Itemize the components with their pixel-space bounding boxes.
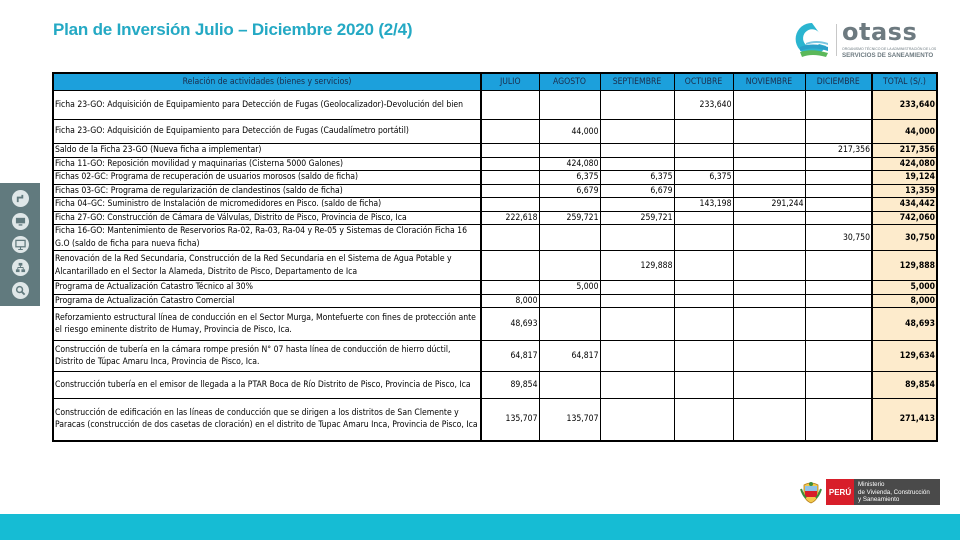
julio-cell: 8,000 [481, 294, 539, 308]
octubre-cell [674, 144, 733, 158]
table-row [53, 171, 937, 185]
julio-cell [481, 171, 539, 185]
header-septiembre: SEPTIEMBRE [600, 73, 674, 91]
agosto-cell [539, 91, 600, 120]
noviembre-cell [733, 211, 805, 225]
septiembre-cell [600, 91, 674, 120]
table-row [53, 341, 937, 372]
activity-cell: Renovación de la Red Secundaria, Construcción de la Red Secundaria en el Sistema de Agua Potable y Alcantarillado en el Sector la Alameda, Distrito de Pisco, Departamento de Ica [53, 251, 481, 281]
septiembre-cell [600, 198, 674, 212]
agosto-cell [539, 294, 600, 308]
diciembre-cell [805, 294, 872, 308]
org-chart-icon[interactable] [12, 259, 29, 276]
activity-cell: Programa de Actualización Catastro Comercial [53, 294, 481, 308]
octubre-cell: 233,640 [674, 91, 733, 120]
total-cell: 424,080 [872, 157, 937, 171]
diciembre-cell [805, 399, 872, 441]
ministry-line-3: y Saneamiento [858, 496, 900, 503]
julio-cell [481, 198, 539, 212]
agosto-cell: 135,707 [539, 399, 600, 441]
julio-cell [481, 281, 539, 295]
septiembre-cell [600, 308, 674, 341]
activity-cell: Reforzamiento estructural línea de conducción en el Sector Murga, Montefuerte con fines de protección ante el riesgo eminente distrito de Humay, Provincia de Pisco, Ica. [53, 308, 481, 341]
octubre-cell [674, 120, 733, 144]
noviembre-cell: 291,244 [733, 198, 805, 212]
octubre-cell [674, 372, 733, 399]
total-cell: 217,356 [872, 144, 937, 158]
total-cell: 8,000 [872, 294, 937, 308]
faucet-icon[interactable] [12, 190, 29, 207]
activity-cell: Ficha 27-GO: Construcción de Cámara de Válvulas, Distrito de Pisco, Provincia de Pisco, Ica [53, 211, 481, 225]
table-row [53, 184, 937, 198]
diciembre-cell: 30,750 [805, 225, 872, 251]
octubre-cell [674, 211, 733, 225]
activity-cell: Construcción de edificación en las líneas de conducción que se dirigen a los distritos de San Clemente y Paracas (construcción de dos casetas de cloración) en el distrito de Tupac Amaru Inca, Provincia de Pisco, Ica [53, 399, 481, 441]
septiembre-cell [600, 157, 674, 171]
table-row [53, 157, 937, 171]
octubre-cell [674, 341, 733, 372]
noviembre-cell [733, 171, 805, 185]
activity-cell: Fichas 02-GC: Programa de recuperación de usuarios morosos (saldo de ficha) [53, 171, 481, 185]
ministry-line-1: Ministerio [858, 481, 885, 488]
peru-badge: PERÚ [826, 479, 854, 505]
noviembre-cell [733, 372, 805, 399]
logo-divider [836, 24, 837, 56]
investment-plan-table [52, 72, 938, 442]
activity-cell: Ficha 23-GO: Adquisición de Equipamiento para Detección de Fugas (Caudalímetro portátil) [53, 120, 481, 144]
agosto-cell: 259,721 [539, 211, 600, 225]
septiembre-cell [600, 281, 674, 295]
noviembre-cell [733, 308, 805, 341]
total-cell: 89,854 [872, 372, 937, 399]
diciembre-cell [805, 184, 872, 198]
agosto-cell [539, 225, 600, 251]
octubre-cell [674, 294, 733, 308]
diciembre-cell [805, 281, 872, 295]
diciembre-cell [805, 341, 872, 372]
logo-subtitle-small: ORGANISMO TÉCNICO DE LA ADMINISTRACIÓN DE LOS [842, 47, 937, 51]
total-cell: 434,442 [872, 198, 937, 212]
noviembre-cell [733, 399, 805, 441]
agosto-cell: 424,080 [539, 157, 600, 171]
otass-wave-icon [792, 20, 832, 60]
table-row [53, 91, 937, 120]
search-icon[interactable] [12, 282, 29, 299]
logo-subtitle: SERVICIOS DE SANEAMIENTO [842, 52, 934, 59]
julio-cell [481, 91, 539, 120]
noviembre-cell [733, 294, 805, 308]
noviembre-cell [733, 91, 805, 120]
noviembre-cell [733, 120, 805, 144]
table-row [53, 308, 937, 341]
septiembre-cell [600, 399, 674, 441]
activity-cell: Ficha 16-GO: Mantenimiento de Reservorios Ra-02, Ra-03, Ra-04 y Re-05 y Sistemas de Cloración Ficha 16 G.O (saldo de ficha para nueva ficha) [53, 225, 481, 251]
agosto-cell: 64,817 [539, 341, 600, 372]
ministry-brand [800, 478, 940, 506]
noviembre-cell [733, 144, 805, 158]
table-row [53, 144, 937, 158]
julio-cell [481, 225, 539, 251]
diciembre-cell [805, 198, 872, 212]
septiembre-cell [600, 294, 674, 308]
diciembre-cell: 217,356 [805, 144, 872, 158]
julio-cell [481, 157, 539, 171]
noviembre-cell [733, 225, 805, 251]
septiembre-cell: 259,721 [600, 211, 674, 225]
table-row [53, 225, 937, 251]
agosto-cell [539, 144, 600, 158]
octubre-cell [674, 225, 733, 251]
table-row [53, 372, 937, 399]
octubre-cell [674, 184, 733, 198]
octubre-cell [674, 308, 733, 341]
septiembre-cell [600, 144, 674, 158]
table-row [53, 281, 937, 295]
agosto-cell: 6,375 [539, 171, 600, 185]
activity-cell: Construcción tubería en el emisor de llegada a la PTAR Boca de Río Distrito de Pisco, Provincia de Pisco, Ica [53, 372, 481, 399]
octubre-cell [674, 399, 733, 441]
peru-coat-of-arms-icon [800, 480, 822, 504]
noviembre-cell [733, 251, 805, 281]
total-cell: 271,413 [872, 399, 937, 441]
octubre-cell: 143,198 [674, 198, 733, 212]
otass-logo [792, 18, 942, 64]
julio-cell: 135,707 [481, 399, 539, 441]
octubre-cell [674, 251, 733, 281]
noviembre-cell [733, 341, 805, 372]
header-total: TOTAL (S/.) [872, 73, 937, 91]
diciembre-cell [805, 308, 872, 341]
total-cell: 5,000 [872, 281, 937, 295]
header-diciembre: DICIEMBRE [805, 73, 872, 91]
header-julio: JULIO [481, 73, 539, 91]
septiembre-cell [600, 120, 674, 144]
agosto-cell: 44,000 [539, 120, 600, 144]
diciembre-cell [805, 157, 872, 171]
table-header-row [53, 73, 937, 91]
total-cell: 19,124 [872, 171, 937, 185]
activity-cell: Ficha 23-GO: Adquisición de Equipamiento para Detección de Fugas (Geolocalizador)-Devolución del bien [53, 91, 481, 120]
table-row [53, 120, 937, 144]
septiembre-cell [600, 341, 674, 372]
logo-wordmark: otass [842, 18, 918, 46]
ministry-label [854, 479, 940, 505]
julio-cell: 222,618 [481, 211, 539, 225]
total-cell: 742,060 [872, 211, 937, 225]
table-row [53, 399, 937, 441]
table-row [53, 198, 937, 212]
septiembre-cell: 129,888 [600, 251, 674, 281]
total-cell: 30,750 [872, 225, 937, 251]
presentation-icon[interactable] [12, 236, 29, 253]
header-agosto: AGOSTO [539, 73, 600, 91]
activity-cell: Programa de Actualización Catastro Técnico al 30% [53, 281, 481, 295]
agosto-cell [539, 251, 600, 281]
diciembre-cell [805, 91, 872, 120]
julio-cell [481, 120, 539, 144]
agosto-cell: 6,679 [539, 184, 600, 198]
header-activities: Relación de actividades (bienes y servicios) [53, 73, 481, 91]
activity-cell: Construcción de tubería en la cámara rompe presión N° 07 hasta línea de conducción de hierro dúctil, Distrito de Túpac Amaru Inca, Provincia de Pisco, Ica. [53, 341, 481, 372]
diciembre-cell [805, 251, 872, 281]
activity-cell: Saldo de la Ficha 23-GO (Nueva ficha a implementar) [53, 144, 481, 158]
julio-cell: 89,854 [481, 372, 539, 399]
noviembre-cell [733, 184, 805, 198]
julio-cell [481, 251, 539, 281]
header-octubre: OCTUBRE [674, 73, 733, 91]
noviembre-cell [733, 157, 805, 171]
activity-cell: Fichas 03-GC: Programa de regularización de clandestinos (saldo de ficha) [53, 184, 481, 198]
diciembre-cell [805, 211, 872, 225]
diciembre-cell [805, 171, 872, 185]
total-cell: 13,359 [872, 184, 937, 198]
total-cell: 233,640 [872, 91, 937, 120]
julio-cell: 48,693 [481, 308, 539, 341]
diciembre-cell [805, 372, 872, 399]
slide-title: Plan de Inversión Julio – Diciembre 2020 (2/4) [53, 20, 413, 39]
ministry-line-2: de Vivienda, Construcción [858, 488, 930, 496]
table-row [53, 251, 937, 281]
total-cell: 129,634 [872, 341, 937, 372]
octubre-cell: 6,375 [674, 171, 733, 185]
activity-cell: Ficha 11-GO: Reposición movilidad y maquinarias (Cisterna 5000 Galones) [53, 157, 481, 171]
diciembre-cell [805, 120, 872, 144]
side-nav [0, 183, 40, 306]
total-cell: 44,000 [872, 120, 937, 144]
septiembre-cell: 6,679 [600, 184, 674, 198]
table-row [53, 211, 937, 225]
table-row [53, 294, 937, 308]
septiembre-cell [600, 372, 674, 399]
octubre-cell [674, 281, 733, 295]
septiembre-cell [600, 225, 674, 251]
total-cell: 129,888 [872, 251, 937, 281]
bottom-accent-bar [0, 514, 960, 540]
agosto-cell [539, 308, 600, 341]
noviembre-cell [733, 281, 805, 295]
agosto-cell [539, 198, 600, 212]
julio-cell: 64,817 [481, 341, 539, 372]
monitor-users-icon[interactable] [12, 213, 29, 230]
octubre-cell [674, 157, 733, 171]
julio-cell [481, 184, 539, 198]
septiembre-cell: 6,375 [600, 171, 674, 185]
agosto-cell [539, 372, 600, 399]
total-cell: 48,693 [872, 308, 937, 341]
julio-cell [481, 144, 539, 158]
header-noviembre: NOVIEMBRE [733, 73, 805, 91]
agosto-cell: 5,000 [539, 281, 600, 295]
activity-cell: Ficha 04–GC: Suministro de Instalación de micromedidores en Pisco. (saldo de ficha) [53, 198, 481, 212]
